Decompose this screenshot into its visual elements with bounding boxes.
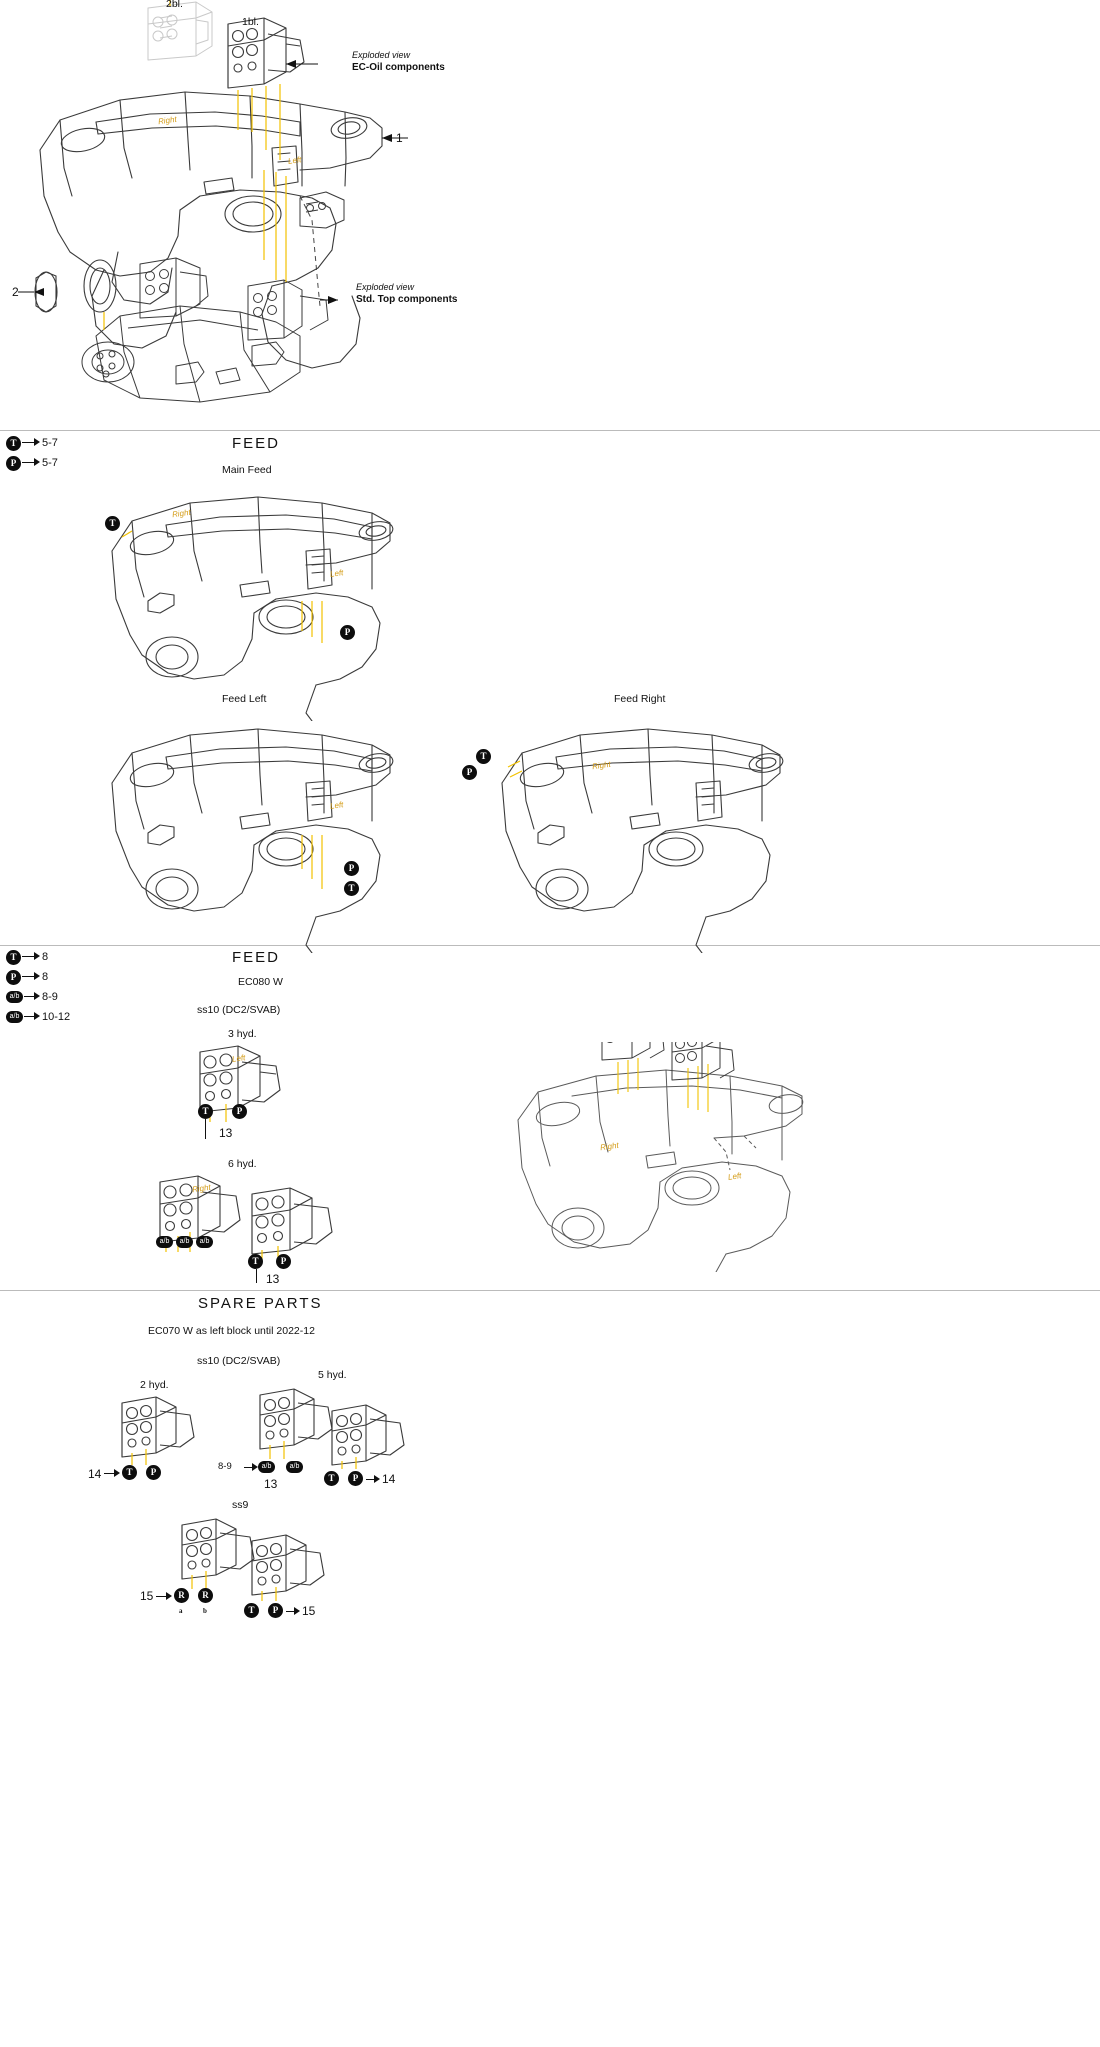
badge-6hyd-p: P [276, 1254, 291, 1269]
badge-5hyd-ab2: a/b [286, 1461, 303, 1473]
caption-ss10-dc2svab: ss10 (DC2/SVAB) [197, 1004, 281, 1016]
caption-6hyd: 6 hyd. [228, 1158, 257, 1170]
num-13-spare: 13 [264, 1477, 278, 1491]
num-15-left: 15 [140, 1589, 154, 1603]
num-15-right: 15 [302, 1604, 316, 1618]
caption-feed-right: Feed Right [614, 693, 666, 705]
badge-6hyd-t: T [248, 1254, 263, 1269]
legend2-value-ab2: 10-12 [42, 1011, 71, 1023]
label-exploded-view-1: Exploded view [352, 50, 411, 60]
feed-section-title: FEED [232, 435, 281, 452]
label-ec-oil-components: EC-Oil components [352, 62, 445, 73]
caption-ss10: ss10 (DC2/SVAB) [197, 1355, 281, 1367]
side-label-3hyd-left: Left [231, 1053, 246, 1064]
callout-2: 2 [12, 285, 19, 299]
badge-5hyd-t: T [324, 1471, 339, 1486]
badge-3hyd-t: T [198, 1104, 213, 1119]
badge-ss9-t: T [244, 1603, 259, 1618]
feed2-frame-drawing [490, 1042, 860, 1272]
caption-3hyd: 3 hyd. [228, 1028, 257, 1040]
valve-block-ss9-b [240, 1529, 340, 1605]
legend2-value-ab1: 8-9 [42, 991, 58, 1003]
spare-parts-panel [0, 1291, 1100, 2047]
caption-2hyd: 2 hyd. [140, 1379, 169, 1391]
num-13-b: 13 [266, 1272, 280, 1286]
leader-6hyd [256, 1269, 257, 1283]
badge-6hyd-ab3: a/b [196, 1236, 213, 1248]
badge-t-legend2: T [6, 950, 21, 965]
caption-ec070w-note: EC070 W as left block until 2022-12 [148, 1325, 315, 1337]
legend-value-t: 5-7 [42, 437, 58, 449]
badge-3hyd-p: P [232, 1104, 247, 1119]
valve-block-5hyd-b [320, 1399, 420, 1475]
label-exploded-view-2: Exploded view [356, 282, 415, 292]
badge-2hyd-t: T [122, 1465, 137, 1480]
feed-panel [0, 431, 1100, 945]
feed2-section-title: FEED [232, 949, 281, 966]
caption-ss9: ss9 [232, 1499, 249, 1511]
badge-feed-right-t: T [476, 749, 491, 764]
badge-p-legend: P [6, 456, 21, 471]
spare-section-title: SPARE PARTS [198, 1295, 323, 1312]
side-label-left-left: Left [329, 800, 344, 811]
side-label-frame-left: Left [727, 1171, 742, 1182]
badge-feed-left-t: T [344, 881, 359, 896]
side-label-right-right: Right [591, 759, 612, 772]
num-14-right: 14 [382, 1472, 396, 1486]
caption-feed-left: Feed Left [222, 693, 267, 705]
legend-value-p: 5-7 [42, 457, 58, 469]
top-frame-drawing [0, 0, 1100, 430]
badge-feed-right-p: P [462, 765, 477, 780]
callout-1: 1 [396, 131, 403, 145]
valve-block-6hyd-right [242, 1184, 352, 1264]
num-14-left: 14 [88, 1467, 102, 1481]
feed2-panel [0, 946, 1100, 1290]
badge-5hyd-ab1: a/b [258, 1461, 275, 1473]
badge-ss9-r-b-sub: b [203, 1607, 207, 1615]
badge-ss9-r-a: R [174, 1588, 189, 1603]
badge-ss9-r-a-sub: a [179, 1607, 183, 1615]
side-label-6hyd-right: Right [191, 1182, 212, 1195]
label-1bl: 1bl. [242, 16, 259, 28]
badge-2hyd-p: P [146, 1465, 161, 1480]
caption-ec080w: EC080 W [238, 976, 283, 988]
badge-t-legend: T [6, 436, 21, 451]
legend2-value-p: 8 [42, 971, 49, 983]
caption-5hyd: 5 hyd. [318, 1369, 347, 1381]
leader-3hyd [205, 1119, 206, 1139]
caption-main-feed: Main Feed [222, 464, 272, 476]
badge-6hyd-ab1: a/b [156, 1236, 173, 1248]
badge-6hyd-ab2: a/b [176, 1236, 193, 1248]
legend2-value-t: 8 [42, 951, 49, 963]
side-label-frame-right: Right [599, 1140, 620, 1153]
badge-ss9-r-b: R [198, 1588, 213, 1603]
valve-block-2hyd [110, 1391, 210, 1467]
side-label-main-left: Left [329, 568, 344, 579]
ref-8-9: 8-9 [218, 1461, 232, 1472]
badge-ab-legend1: a/b [6, 991, 23, 1003]
badge-5hyd-p: P [348, 1471, 363, 1486]
badge-p-legend2: P [6, 970, 21, 985]
side-label-main-right: Right [171, 507, 192, 520]
num-13-a: 13 [219, 1126, 233, 1140]
top-exploded-panel [0, 0, 1100, 430]
badge-feed-left-p: P [344, 861, 359, 876]
badge-main-feed-t: T [105, 516, 120, 531]
badge-main-feed-p: P [340, 625, 355, 640]
feed-right-frame-drawing [480, 713, 810, 953]
side-label-right-top: Right [157, 114, 178, 127]
side-label-left-top: Left [287, 155, 302, 166]
label-2bl: 2bl. [166, 0, 183, 10]
badge-ss9-p: P [268, 1603, 283, 1618]
label-std-top-components: Std. Top components [356, 294, 458, 305]
badge-ab-legend2: a/b [6, 1011, 23, 1023]
main-feed-frame-drawing [90, 481, 420, 721]
feed-left-frame-drawing [90, 713, 420, 953]
